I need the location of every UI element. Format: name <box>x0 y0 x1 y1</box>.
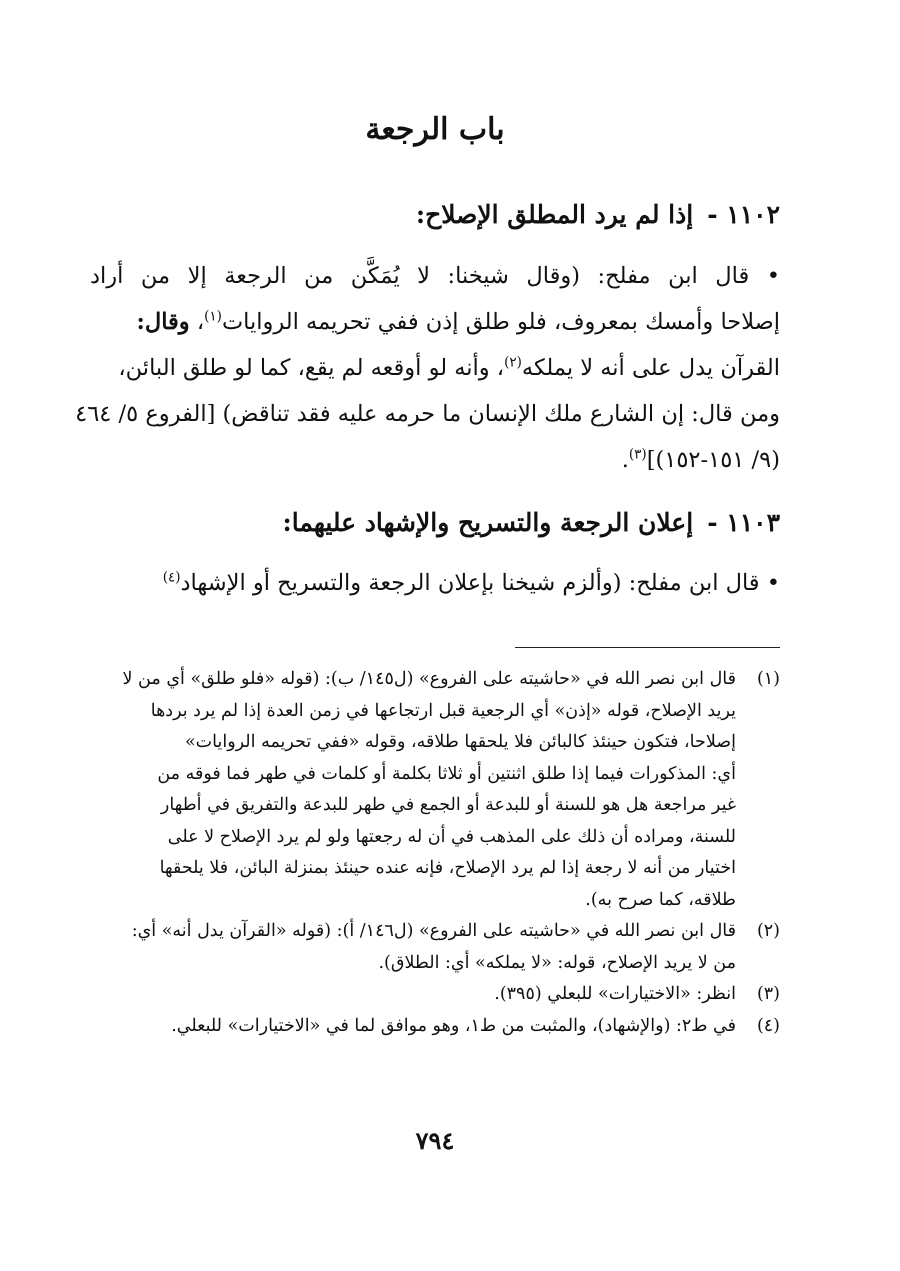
footnote-ref-2[interactable]: (٢) <box>504 354 522 371</box>
body-line <box>90 299 780 345</box>
footnote-number: (٣) <box>756 984 780 1004</box>
body-line: ومن قال: إن الشارع ملك الإنسان ما حرمه عليه فقد تناقض) [الفروع ٥/ ٤٦٤ <box>75 401 780 427</box>
footnote-line: للسنة، ومراده أن ذلك على المذهب في أن له رجعتها ولو لم يرد الإصلاح لا على <box>167 826 736 847</box>
body-line <box>90 437 780 483</box>
footnote-3 <box>90 979 780 1011</box>
footnote-divider <box>515 647 780 648</box>
section-body-1102 <box>75 253 780 483</box>
citation: (٩/ ١٥١-١٥٢)] <box>646 447 780 473</box>
footnote-line: يريد الإصلاح، قوله «إذن» أي الرجعية قبل ارتجاعها في زمن العدة إذا لم يرد بردها <box>150 700 736 721</box>
section-number: ١١٠٢ - <box>707 200 780 229</box>
bold-word: وقال: <box>136 309 190 335</box>
section-body-1103 <box>90 560 780 606</box>
footnote-line: من لا يريد الإصلاح، قوله: «لا يملكه» أي: الطلاق). <box>378 952 736 973</box>
footnote-line: أي: المذكورات فيما إذا طلق اثنتين أو ثلاثا بكلمة أو كلمات في طهر فما فوقه من <box>157 763 736 784</box>
footnote-text <box>90 1011 736 1043</box>
page-number: ٧٩٤ <box>415 1126 455 1155</box>
footnote-line: إصلاحا، فتكون حينئذ كالبائن فلا يلحقها طلاقه، وقوله «ففي تحريمه الروايات» <box>184 732 736 752</box>
body-line-text: ، وأنه لو أوقعه لم يقع، كما لو طلق البائن، <box>118 355 505 381</box>
section-heading-1102 <box>90 200 780 229</box>
footnote-2 <box>90 916 780 979</box>
footnote-text <box>90 916 736 979</box>
footnote-1 <box>90 664 780 916</box>
footnote-text <box>90 664 736 916</box>
section-heading-text: إعلان الرجعة والتسريح والإشهاد عليهما: <box>282 508 694 537</box>
footnote-ref-1[interactable]: (١) <box>204 308 222 325</box>
page <box>75 0 780 1271</box>
body-line <box>90 560 780 606</box>
footnotes <box>90 664 780 1042</box>
footnote-line: في ط٢: (والإشهاد)، والمثبت من ط١، وهو موافق لما في «الاختيارات» للبعلي. <box>171 1015 736 1036</box>
body-line-text: ، <box>189 309 205 335</box>
body-line-text: القرآن يدل على أنه لا يملكه <box>521 355 780 381</box>
footnote-line: غير مراجعة هل هو للسنة أو للبدعة أو الجمع في طهر للبدعة والتفريق في أطهار <box>160 795 736 815</box>
body-line <box>90 345 780 391</box>
body-line-text: إصلاحا وأمسك بمعروف، فلو طلق إذن ففي تحريمه الروايات <box>221 309 780 335</box>
footnote-number: (٢) <box>756 921 780 941</box>
section-heading-1103 <box>90 508 780 537</box>
footnote-line: طلاقه، كما صرح به). <box>585 889 736 910</box>
footnote-number: (٤) <box>756 1015 780 1036</box>
section-number: ١١٠٣ - <box>707 508 780 537</box>
footnote-ref-4[interactable]: (٤) <box>162 569 181 586</box>
footnote-text <box>90 979 736 1011</box>
body-line-text: . <box>621 447 629 473</box>
chapter-title: باب الرجعة <box>365 112 505 147</box>
footnote-ref-3[interactable]: (٣) <box>628 446 647 463</box>
footnote-line: انظر: «الاختيارات» للبعلي (٣٩٥). <box>494 984 736 1004</box>
footnote-4 <box>90 1011 780 1043</box>
footnote-line: قال ابن نصر الله في «حاشيته على الفروع» (ل١٤٦/ أ): (قوله «القرآن يدل أنه» أي: <box>131 921 736 941</box>
section-heading-text: إذا لم يرد المطلق الإصلاح: <box>415 200 694 229</box>
body-line-text: • قال ابن مفلح: (وألزم شيخنا بإعلان الرجعة والتسريح أو الإشهاد <box>180 570 780 596</box>
footnote-number: (١) <box>756 669 780 689</box>
footnote-line: قال ابن نصر الله في «حاشيته على الفروع» (ل١٤٥/ ب): (قوله «فلو طلق» أي من لا <box>122 669 736 689</box>
body-line: • قال ابن مفلح: (وقال شيخنا: لا يُمَكَّن من الرجعة إلا من أراد <box>90 263 780 289</box>
footnote-line: اختيار من أنه لا رجعة إذا لم يرد الإصلاح، فإنه عنده حينئذ بمنزلة البائن، فلا يلحقها <box>159 858 736 878</box>
